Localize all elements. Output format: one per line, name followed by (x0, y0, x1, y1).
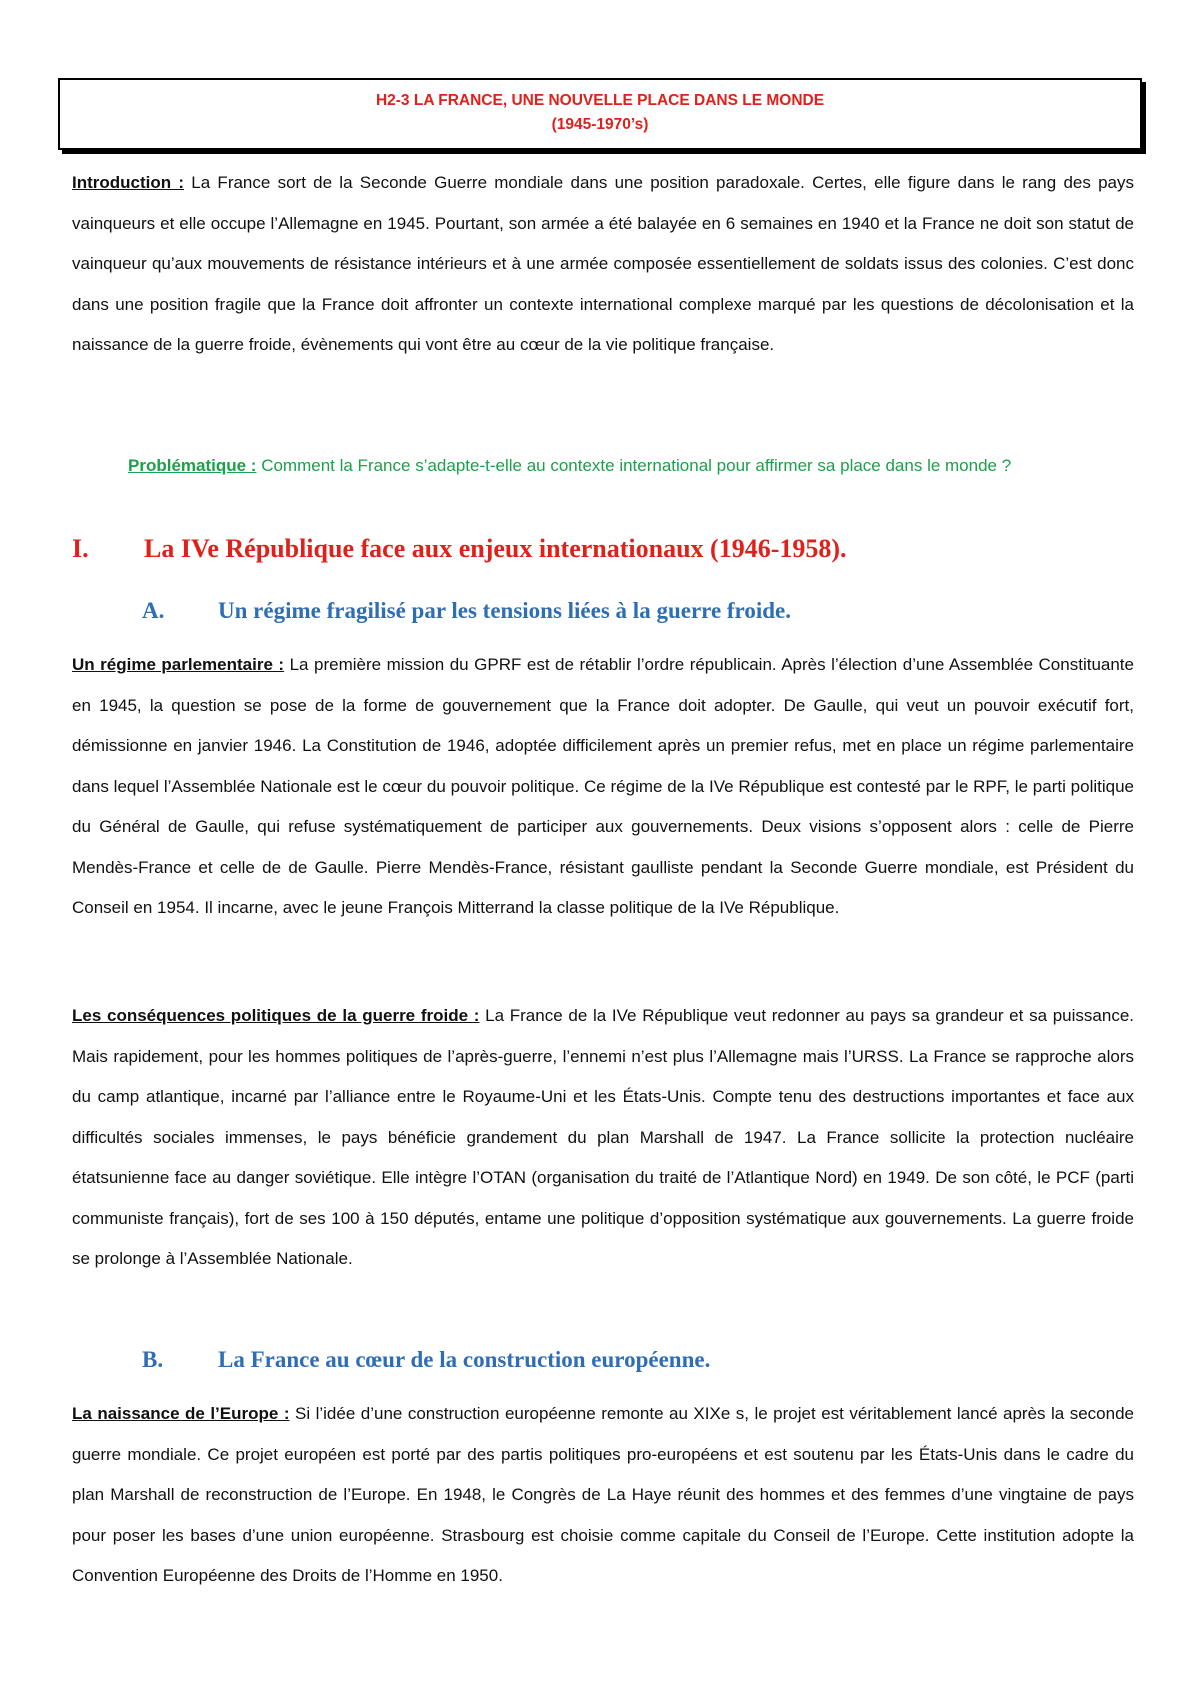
section-1-heading (72, 534, 847, 564)
section-b-number: B. (142, 1347, 164, 1372)
title-line-2: (1945-1970’s) (551, 116, 649, 133)
title-line-1: H2-3 LA FRANCE, UNE NOUVELLE PLACE DANS LE MONDE (375, 92, 825, 109)
guerre-froide-label: Les conséquences politiques de la guerre froide : (72, 1006, 480, 1025)
naissance-europe-text: Si l’idée d’une construction européenne remonte au XIXe s, le projet est véritablement lancé après la seconde guerre mondiale. Ce projet européen est porté par des partis politiques pro-européens et est soutenu par les États-Unis dans le cadre du plan Marshall de reconstruction de l’Europe. En 1948, le Congrès de La Haye réunit des hommes et des femmes d’une vingtaine de pays pour poser les bases d’une union européenne. Strasbourg est choisie comme capitale du Conseil de l’Europe. Cette institution adopte la Convention Européenne des Droits de l’Homme en 1950. (72, 1404, 1134, 1585)
intro-paragraph (72, 163, 1134, 366)
section-1-number: I. (72, 534, 89, 563)
guerre-froide-paragraph (72, 996, 1134, 1280)
section-b-title: La France au cœur de la construction européenne. (218, 1347, 711, 1372)
problematique-text: Comment la France s’adapte-t-elle au contexte international pour affirmer sa place dans le monde ? (256, 456, 1012, 475)
regime-parlementaire-paragraph (72, 645, 1134, 929)
problematique-label: Problématique : (128, 456, 257, 475)
intro-text: La France sort de la Seconde Guerre mondiale dans une position paradoxale. Certes, elle figure dans le rang des pays vainqueurs et elle occupe l’Allemagne en 1945. Pourtant, son armée a été balayée en 6 semaines en 1940 et la France ne doit son statut de vainqueur qu’aux mouvements de résistance intérieurs et à une armée composée essentiellement de soldats issus des colonies. C’est donc dans une position fragile que la France doit affronter un contexte international complexe marqué par les questions de décolonisation et la naissance de la guerre froide, évènements qui vont être au cœur de la vie politique française. (72, 173, 1134, 354)
section-b-heading (142, 1347, 710, 1373)
problematique-paragraph (72, 451, 1134, 481)
guerre-froide-text: La France de la IVe République veut redonner au pays sa grandeur et sa puissance. Mais rapidement, pour les hommes politiques de l’après-guerre, l’ennemi n’est plus l’Allemagne mais l’URSS. La France se rapproche alors du camp atlantique, incarné par l’alliance entre le Royaume-Uni et les États-Unis. Compte tenu des destructions importantes et face aux difficultés sociales immenses, le pays bénéficie grandement du plan Marshall de 1947. La France sollicite la protection nucléaire étatsunienne face au danger soviétique. Elle intègre l’OTAN (organisation du traité de l’Atlantique Nord) en 1949. De son côté, le PCF (parti communiste français), fort de ses 100 à 150 députés, entame une politique d’opposition systématique aux gouvernements. La guerre froide se prolonge à l’Assemblée Nationale. (72, 1006, 1135, 1268)
section-a-number: A. (142, 598, 165, 623)
section-a-heading (142, 598, 791, 624)
section-1-title: La IVe République face aux enjeux internationaux (1946-1958). (144, 534, 847, 563)
regime-parlementaire-text: La première mission du GPRF est de rétablir l’ordre républicain. Après l’élection d’une Assemblée Constituante en 1945, la question se pose de la forme de gouvernement que la France doit adopter. De Gaulle, qui veut un pouvoir exécutif fort, démissionne en janvier 1946. La Constitution de 1946, adoptée difficilement après un premier refus, met en place un régime parlementaire dans lequel l’Assemblée Nationale est le cœur du pouvoir politique. Ce régime de la IVe République est contesté par le RPF, le parti politique du Général de Gaulle, qui refuse systématiquement de participer aux gouvernements. Deux visions s’opposent alors : celle de Pierre Mendès-France et celle de de Gaulle. Pierre Mendès-France, résistant gaulliste pendant la Seconde Guerre mondiale, est Président du Conseil en 1954. Il incarne, avec le jeune François Mitterrand la classe politique de la IVe République. (72, 655, 1134, 917)
section-a-title: Un régime fragilisé par les tensions liées à la guerre froide. (218, 598, 791, 623)
title-box (58, 78, 1142, 150)
naissance-europe-label: La naissance de l’Europe : (72, 1404, 290, 1423)
naissance-europe-paragraph (72, 1394, 1134, 1597)
intro-label: Introduction : (72, 173, 185, 192)
regime-parlementaire-label: Un régime parlementaire : (72, 655, 285, 674)
